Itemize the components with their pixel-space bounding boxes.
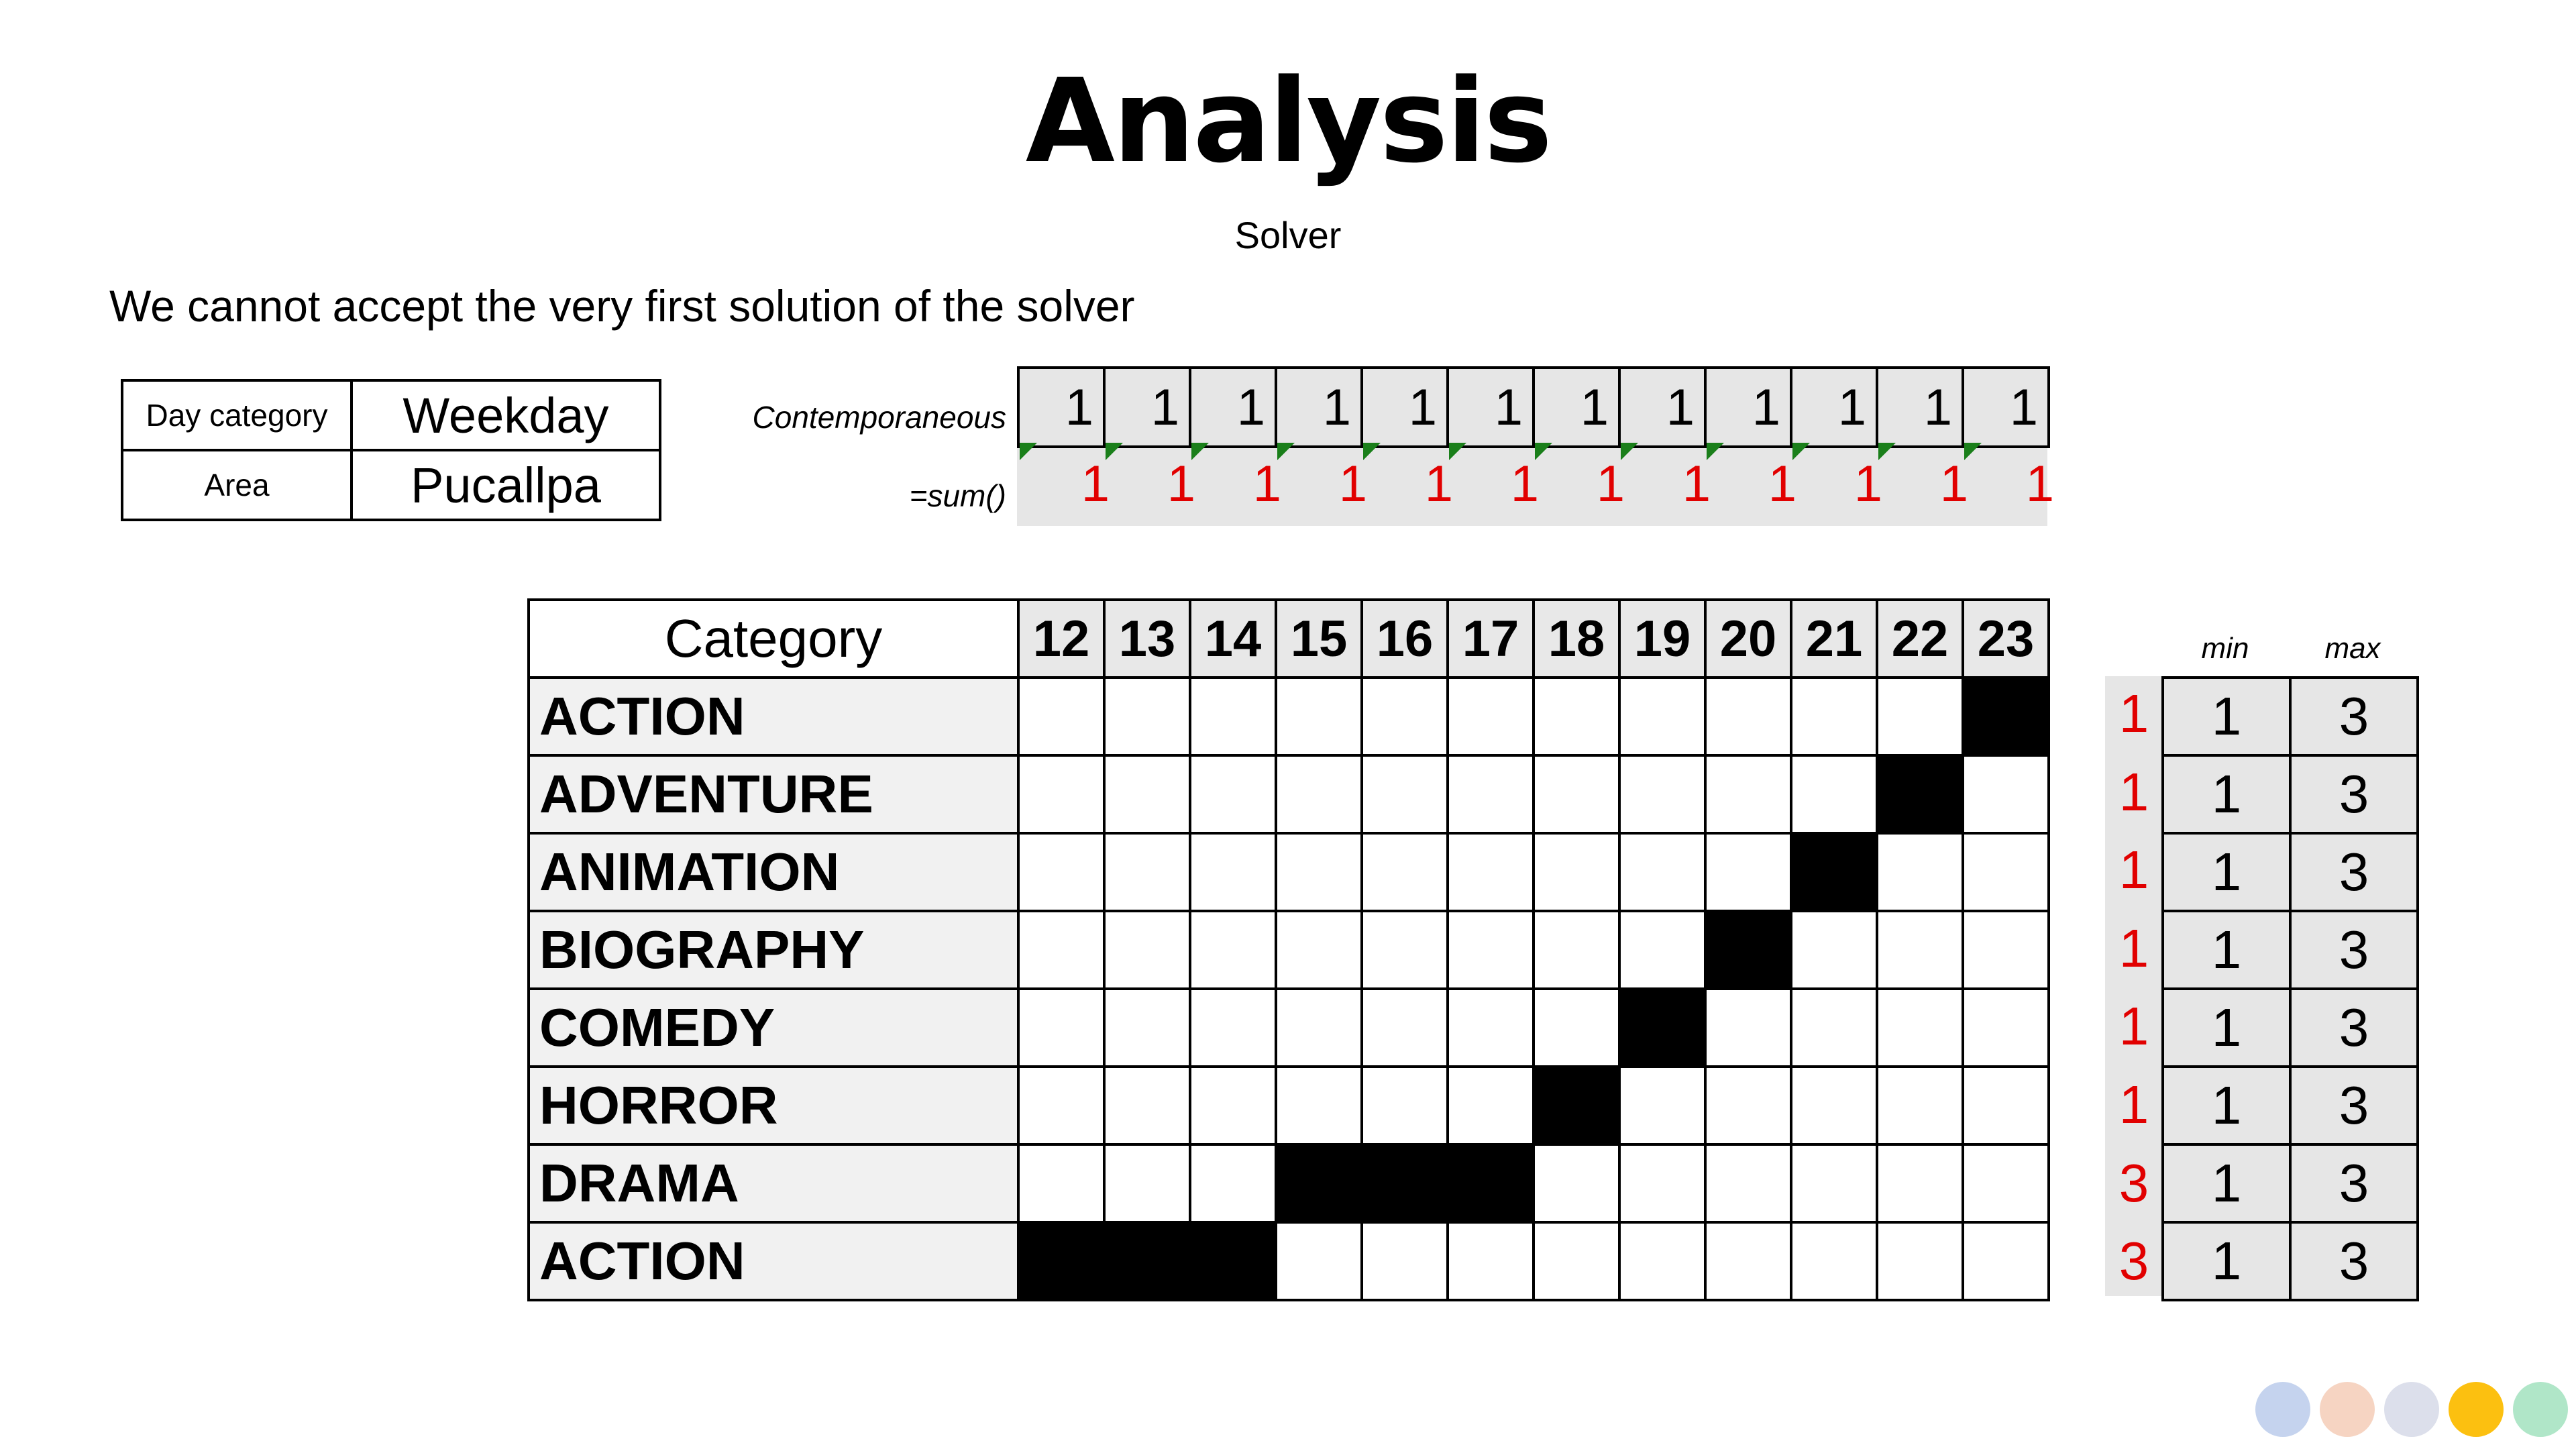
row-sum-value: 1 <box>2118 996 2149 1057</box>
comment-flag-icon <box>1878 443 1896 460</box>
palette-dot <box>2384 1382 2439 1437</box>
hour-header: 15 <box>1276 600 1362 678</box>
category-label: ACTION <box>529 678 1018 755</box>
palette-dot <box>2449 1382 2504 1437</box>
min-value[interactable]: 1 <box>2163 1222 2290 1300</box>
schedule-cell-empty[interactable] <box>1877 1144 1963 1222</box>
max-header: max <box>2324 632 2381 665</box>
schedule-cell-empty[interactable] <box>1877 911 1963 989</box>
category-label: HORROR <box>529 1067 1018 1144</box>
contemporaneous-value: 1 <box>1236 378 1265 436</box>
min-value[interactable]: 1 <box>2163 1144 2290 1222</box>
palette-dot <box>2255 1382 2310 1437</box>
contemporaneous-cell[interactable] <box>1705 368 1791 447</box>
palette-dot <box>2513 1382 2568 1437</box>
schedule-header-row <box>529 600 2049 678</box>
schedule-cell-filled[interactable] <box>1619 989 1705 1067</box>
contemporaneous-cell[interactable] <box>1190 368 1276 447</box>
schedule-cell-filled[interactable] <box>1534 1067 1619 1144</box>
sum-value: 1 <box>2025 455 2054 513</box>
schedule-cell-empty[interactable] <box>1018 678 1104 755</box>
schedule-cell-empty[interactable] <box>1018 755 1104 833</box>
schedule-cell-filled[interactable] <box>1963 678 2049 755</box>
intro-text: We cannot accept the very first solution of the solver <box>109 281 1135 331</box>
max-value[interactable]: 3 <box>2290 1067 2418 1144</box>
schedule-cell-empty[interactable] <box>1190 911 1276 989</box>
schedule-cell-empty[interactable] <box>1018 911 1104 989</box>
sum-value: 1 <box>1338 455 1367 513</box>
hour-header: 23 <box>1963 600 2049 678</box>
schedule-cell-empty[interactable] <box>1104 678 1190 755</box>
schedule-cell-empty[interactable] <box>1018 833 1104 911</box>
min-value[interactable]: 1 <box>2163 1067 2290 1144</box>
schedule-cell-empty[interactable] <box>1963 989 2049 1067</box>
schedule-cell-empty[interactable] <box>1190 755 1276 833</box>
schedule-row <box>529 755 2049 833</box>
hour-header: 14 <box>1190 600 1276 678</box>
contemporaneous-cell[interactable] <box>1362 368 1448 447</box>
category-label: ANIMATION <box>529 833 1018 911</box>
schedule-cell-empty[interactable] <box>1791 678 1877 755</box>
schedule-cell-empty[interactable] <box>1619 1222 1705 1300</box>
sum-value: 1 <box>1510 455 1539 513</box>
schedule-cell-empty[interactable] <box>1190 1067 1276 1144</box>
sum-value: 1 <box>1854 455 1882 513</box>
schedule-cell-filled[interactable] <box>1705 911 1791 989</box>
contemporaneous-value: 1 <box>1837 378 1866 436</box>
contemporaneous-value: 1 <box>1065 378 1093 436</box>
schedule-cell-empty[interactable] <box>1619 833 1705 911</box>
sum-value: 1 <box>1081 455 1110 513</box>
contemporaneous-value: 1 <box>1408 378 1437 436</box>
hour-header: 17 <box>1448 600 1534 678</box>
hour-header: 16 <box>1362 600 1448 678</box>
schedule-cell-empty[interactable] <box>1705 678 1791 755</box>
comment-flag-icon <box>1535 443 1552 460</box>
schedule-cell-empty[interactable] <box>1619 678 1705 755</box>
schedule-cell-empty[interactable] <box>1791 1222 1877 1300</box>
schedule-cell-empty[interactable] <box>1276 989 1362 1067</box>
schedule-cell-empty[interactable] <box>1619 911 1705 989</box>
schedule-cell-empty[interactable] <box>1276 833 1362 911</box>
hour-header: 12 <box>1018 600 1104 678</box>
max-value[interactable]: 3 <box>2290 1222 2418 1300</box>
row-sum-value: 1 <box>2118 684 2149 743</box>
contemporaneous-value: 1 <box>1322 378 1351 436</box>
contemporaneous-cell[interactable] <box>1791 368 1877 447</box>
schedule-cell-empty[interactable] <box>1877 989 1963 1067</box>
area-value[interactable]: Pucallpa <box>352 450 660 520</box>
row-sum-value: 1 <box>2118 1075 2149 1134</box>
contemporaneous-value: 1 <box>2009 378 2038 436</box>
comment-flag-icon <box>1707 443 1724 460</box>
category-label: DRAMA <box>529 1144 1018 1222</box>
schedule-cell-empty[interactable] <box>1104 1067 1190 1144</box>
schedule-row <box>529 833 2049 911</box>
schedule-cell-filled[interactable] <box>1362 1144 1448 1222</box>
schedule-cell-empty[interactable] <box>1705 1067 1791 1144</box>
schedule-cell-empty[interactable] <box>1534 678 1619 755</box>
category-label: ACTION <box>529 1222 1018 1300</box>
row-sum-column <box>2105 676 2163 1296</box>
schedule-cell-empty[interactable] <box>1791 911 1877 989</box>
comment-flag-icon <box>1363 443 1381 460</box>
schedule-cell-empty[interactable] <box>1190 989 1276 1067</box>
schedule-cell-empty[interactable] <box>1448 911 1534 989</box>
sum-formula-label: =sum() <box>909 478 1006 513</box>
schedule-cell-filled[interactable] <box>1877 755 1963 833</box>
min-value[interactable]: 1 <box>2163 678 2290 755</box>
contemporaneous-cell[interactable] <box>1619 368 1705 447</box>
schedule-cell-empty[interactable] <box>1534 1222 1619 1300</box>
sum-value: 1 <box>1768 455 1796 513</box>
row-sum-value: 3 <box>2118 1152 2149 1213</box>
schedule-cell-empty[interactable] <box>1963 1144 2049 1222</box>
schedule-cell-empty[interactable] <box>1534 833 1619 911</box>
schedule-cell-empty[interactable] <box>1362 911 1448 989</box>
max-value[interactable]: 3 <box>2290 911 2418 989</box>
area-row <box>122 450 660 520</box>
schedule-cell-empty[interactable] <box>1877 1222 1963 1300</box>
sum-value: 1 <box>1252 455 1281 513</box>
schedule-row <box>529 1067 2049 1144</box>
contemporaneous-value: 1 <box>1494 378 1523 436</box>
min-max-row <box>2163 989 2418 1067</box>
max-value[interactable]: 3 <box>2290 755 2418 833</box>
sum-value: 1 <box>1682 455 1711 513</box>
schedule-row <box>529 678 2049 755</box>
schedule-cell-empty[interactable] <box>1791 1067 1877 1144</box>
day-category-label: Day category <box>122 380 352 450</box>
schedule-cell-empty[interactable] <box>1276 1067 1362 1144</box>
comment-flag-icon <box>1449 443 1466 460</box>
hour-header: 18 <box>1534 600 1619 678</box>
schedule-cell-filled[interactable] <box>1104 1222 1190 1300</box>
day-category-value[interactable]: Weekday <box>352 380 660 450</box>
hour-header: 21 <box>1791 600 1877 678</box>
min-max-row <box>2163 1144 2418 1222</box>
schedule-cell-empty[interactable] <box>1619 755 1705 833</box>
schedule-cell-empty[interactable] <box>1362 755 1448 833</box>
schedule-cell-filled[interactable] <box>1190 1222 1276 1300</box>
schedule-cell-empty[interactable] <box>1448 755 1534 833</box>
hour-header: 22 <box>1877 600 1963 678</box>
max-value[interactable]: 3 <box>2290 678 2418 755</box>
contemporaneous-cell[interactable] <box>1276 368 1362 447</box>
min-max-row <box>2163 1222 2418 1300</box>
comment-flag-icon <box>1964 443 1982 460</box>
sum-value: 1 <box>1424 455 1453 513</box>
hour-header: 20 <box>1705 600 1791 678</box>
contemporaneous-value: 1 <box>1666 378 1695 436</box>
schedule-cell-empty[interactable] <box>1534 755 1619 833</box>
schedule-cell-empty[interactable] <box>1362 833 1448 911</box>
schedule-cell-empty[interactable] <box>1448 833 1534 911</box>
sum-value: 1 <box>1596 455 1625 513</box>
row-sum-value: 1 <box>2118 761 2149 822</box>
min-value[interactable]: 1 <box>2163 755 2290 833</box>
schedule-cell-empty[interactable] <box>1877 1067 1963 1144</box>
category-header: Category <box>529 600 1018 678</box>
min-value[interactable]: 1 <box>2163 911 2290 989</box>
comment-flag-icon <box>1106 443 1123 460</box>
schedule-cell-empty[interactable] <box>1705 755 1791 833</box>
schedule-cell-empty[interactable] <box>1276 1222 1362 1300</box>
min-max-table <box>2161 676 2419 1301</box>
contemporaneous-value: 1 <box>1923 378 1952 436</box>
contemporaneous-cell[interactable] <box>1534 368 1619 447</box>
schedule-cell-empty[interactable] <box>1705 989 1791 1067</box>
schedule-cell-empty[interactable] <box>1619 1067 1705 1144</box>
schedule-cell-empty[interactable] <box>1104 989 1190 1067</box>
hour-header: 19 <box>1619 600 1705 678</box>
min-value[interactable]: 1 <box>2163 833 2290 911</box>
min-header: min <box>2201 632 2249 665</box>
schedule-cell-empty[interactable] <box>1018 1144 1104 1222</box>
max-value[interactable]: 3 <box>2290 833 2418 911</box>
contemporaneous-row <box>1017 366 2050 448</box>
schedule-cell-empty[interactable] <box>1276 678 1362 755</box>
schedule-cell-filled[interactable] <box>1018 1222 1104 1300</box>
category-label: BIOGRAPHY <box>529 911 1018 989</box>
comment-flag-icon <box>1020 443 1037 460</box>
schedule-cell-empty[interactable] <box>1104 755 1190 833</box>
schedule-cell-empty[interactable] <box>1276 755 1362 833</box>
max-value[interactable]: 3 <box>2290 1144 2418 1222</box>
contemporaneous-value: 1 <box>1580 378 1609 436</box>
comment-flag-icon <box>1621 443 1638 460</box>
schedule-cell-empty[interactable] <box>1448 989 1534 1067</box>
schedule-cell-empty[interactable] <box>1362 678 1448 755</box>
schedule-cell-empty[interactable] <box>1705 833 1791 911</box>
min-max-row <box>2163 911 2418 989</box>
schedule-cell-empty[interactable] <box>1190 1144 1276 1222</box>
category-label: COMEDY <box>529 989 1018 1067</box>
schedule-cell-empty[interactable] <box>1018 1067 1104 1144</box>
comment-flag-icon <box>1792 443 1810 460</box>
schedule-cell-empty[interactable] <box>1619 1144 1705 1222</box>
schedule-row <box>529 911 2049 989</box>
row-sum-value: 1 <box>2118 918 2149 978</box>
schedule-row <box>529 989 2049 1067</box>
schedule-cell-empty[interactable] <box>1705 1144 1791 1222</box>
contemporaneous-cell[interactable] <box>1448 368 1534 447</box>
min-max-row <box>2163 755 2418 833</box>
schedule-cell-empty[interactable] <box>1104 911 1190 989</box>
row-sum-value: 3 <box>2118 1231 2149 1291</box>
schedule-row <box>529 1144 2049 1222</box>
palette-dot <box>2320 1382 2375 1437</box>
contemporaneous-value: 1 <box>1150 378 1179 436</box>
schedule-cell-filled[interactable] <box>1276 1144 1362 1222</box>
schedule-grid <box>527 598 2050 1301</box>
area-label: Area <box>122 450 352 520</box>
contemporaneous-cell[interactable] <box>1104 368 1190 447</box>
schedule-cell-empty[interactable] <box>1963 1067 2049 1144</box>
schedule-cell-empty[interactable] <box>1877 678 1963 755</box>
min-max-row <box>2163 1067 2418 1144</box>
contemporaneous-cell[interactable] <box>1877 368 1963 447</box>
schedule-cell-empty[interactable] <box>1448 678 1534 755</box>
schedule-cell-empty[interactable] <box>1190 678 1276 755</box>
schedule-cell-empty[interactable] <box>1362 989 1448 1067</box>
schedule-cell-empty[interactable] <box>1448 1222 1534 1300</box>
schedule-cell-empty[interactable] <box>1534 989 1619 1067</box>
min-max-row <box>2163 833 2418 911</box>
sum-value: 1 <box>1167 455 1195 513</box>
schedule-row <box>529 1222 2049 1300</box>
comment-flag-icon <box>1277 443 1295 460</box>
contemporaneous-value: 1 <box>1752 378 1780 436</box>
sum-value: 1 <box>1939 455 1968 513</box>
schedule-cell-empty[interactable] <box>1362 1222 1448 1300</box>
day-category-table <box>121 379 661 521</box>
schedule-cell-empty[interactable] <box>1963 911 2049 989</box>
schedule-cell-empty[interactable] <box>1362 1067 1448 1144</box>
schedule-cell-empty[interactable] <box>1705 1222 1791 1300</box>
min-value[interactable]: 1 <box>2163 989 2290 1067</box>
max-value[interactable]: 3 <box>2290 989 2418 1067</box>
min-max-row <box>2163 678 2418 755</box>
schedule-cell-empty[interactable] <box>1534 1144 1619 1222</box>
schedule-cell-empty[interactable] <box>1791 1144 1877 1222</box>
page-subtitle: Solver <box>1234 214 1342 256</box>
schedule-cell-empty[interactable] <box>1963 755 2049 833</box>
schedule-cell-empty[interactable] <box>1448 1067 1534 1144</box>
category-label: ADVENTURE <box>529 755 1018 833</box>
schedule-cell-empty[interactable] <box>1963 833 2049 911</box>
contemporaneous-label: Contemporaneous <box>752 400 1006 435</box>
page-title: Analysis <box>1025 54 1551 189</box>
schedule-cell-empty[interactable] <box>1104 833 1190 911</box>
schedule-cell-empty[interactable] <box>1963 1222 2049 1300</box>
schedule-cell-empty[interactable] <box>1104 1144 1190 1222</box>
schedule-cell-filled[interactable] <box>1448 1144 1534 1222</box>
schedule-cell-empty[interactable] <box>1190 833 1276 911</box>
day-category-row <box>122 380 660 450</box>
schedule-cell-empty[interactable] <box>1018 989 1104 1067</box>
schedule-cell-empty[interactable] <box>1791 755 1877 833</box>
hour-header: 13 <box>1104 600 1190 678</box>
contemporaneous-cell[interactable] <box>1963 368 2049 447</box>
contemporaneous-cell[interactable] <box>1018 368 1104 447</box>
schedule-cell-empty[interactable] <box>1276 911 1362 989</box>
schedule-cell-filled[interactable] <box>1791 833 1877 911</box>
schedule-cell-empty[interactable] <box>1791 989 1877 1067</box>
schedule-cell-empty[interactable] <box>1534 911 1619 989</box>
schedule-cell-empty[interactable] <box>1877 833 1963 911</box>
comment-flag-icon <box>1191 443 1209 460</box>
row-sum-value: 1 <box>2118 840 2149 900</box>
